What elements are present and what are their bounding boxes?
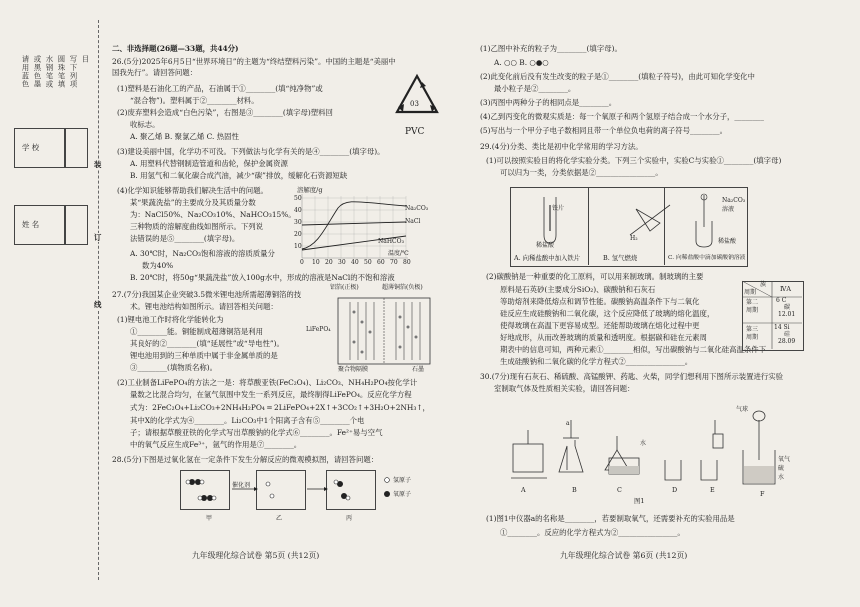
apparatus-label: 水 — [778, 474, 785, 481]
q-line: 29.(4分)分类、类比是初中化学常用的学习方法。 — [480, 142, 643, 151]
q-line: 27.(7分)我国某企业突破3.5微米锂电池所需超薄铜箔的技 — [112, 290, 302, 299]
q-line: 可以归为一类，分类依据是②________________。 — [500, 168, 663, 177]
q-line: 式为：2FeC₂O₄+Li₂CO₃+2NH₄H₂PO₄ ═ 2LiFePO₄+2X↑+3CO₂↑+3H₂O+2NH₃↑， — [130, 403, 430, 412]
school-label: 学 校 — [22, 143, 40, 152]
q-line: 国我先行”。请回答问题： — [112, 68, 198, 77]
model-name: 乙 — [276, 515, 283, 522]
q-line: 室制取气体及性质相关实验，请回答问题： — [494, 384, 635, 393]
q-line: A. 用塑料代替钢制造管道和齿轮，保护金属资源 — [130, 159, 288, 168]
exp-caption: C. 向稀盐酸中滴加碳酸钠溶液 — [668, 255, 746, 261]
recycle-number: 03 — [410, 100, 419, 108]
q-line: (2)碳酸钠是一种重要的化工原料，可以用来制玻璃。制玻璃的主要 — [486, 272, 704, 281]
apparatus-label: F — [760, 490, 765, 498]
sol-xlabel: 温度/℃ — [388, 250, 409, 257]
series-label: NaHCO₃ — [378, 238, 404, 245]
y-tick: 50 — [294, 195, 302, 202]
notice-col: 目 — [81, 55, 90, 64]
y-tick: 20 — [294, 231, 302, 238]
q-line: 为：NaCl50%、Na₂CO₃10%、NaHCO₃15%。 — [130, 210, 296, 219]
series-label: NaCl — [405, 218, 421, 225]
q-line: (3)丙图中两种分子的相同点是________。 — [480, 98, 617, 107]
q-line: 法错误的是⑤________(填字母)。 — [130, 234, 240, 243]
y-tick: 30 — [294, 219, 302, 226]
pt-row2: 周期 — [746, 334, 759, 341]
q-line: 子；请根据草酸亚铁的化学式写出草酸钠的化学式⑥________。Fe²⁺易与空气 — [130, 428, 383, 437]
q-line: 术。锂电池结构如图所示。请回答相关问题： — [130, 302, 278, 311]
q-line: 生成硅酸钠和二氧化碳的化学方程式②________________。 — [500, 357, 693, 366]
name-label: 姓 名 — [22, 220, 40, 229]
sol-ylabel: 溶解度/g — [297, 186, 323, 194]
apparatus-label: A — [521, 486, 526, 494]
q-line: 数为40% — [142, 261, 174, 270]
molecule-models — [180, 470, 380, 510]
q-line: ①________能。铜能制成超薄铜箔是利用 — [130, 327, 264, 336]
lab-apparatus — [505, 400, 795, 500]
pt-row1: 第二 — [746, 299, 759, 306]
q-line: 其中X的化学式为④________。Li₂CO₃中1个阳离子含有⑤________个电 — [130, 416, 365, 425]
q-line: 26.(5分)2025年6月5日“世界环境日”的主题为“终结塑料污染”。中国的主题是“美丽中 — [112, 57, 396, 66]
x-tick: 70 — [390, 259, 398, 266]
exp-label: H₂ — [630, 235, 638, 242]
pt-head: 族 — [760, 281, 767, 288]
q-line: (1)可以按照实验目的将化学实验分类。下列三个实验中，实验C与实验①________(填字母) — [486, 156, 782, 165]
battery-label: 铝箔(正极) — [330, 284, 359, 291]
apparatus-label: 水 — [640, 440, 647, 447]
bind-mark: 装 — [94, 160, 102, 169]
notice-col: 圆珠笔填 — [57, 55, 66, 89]
q-line: 某“果蔬洗盐”的主要成分及其质量分数 — [130, 198, 256, 207]
bind-mark: 订 — [94, 233, 102, 242]
solubility-chart — [288, 186, 421, 281]
model-name: 甲 — [206, 515, 213, 522]
pt-row2: 硅 — [784, 331, 791, 338]
apparatus-label: C — [617, 486, 622, 494]
section-title: 二、非选择题(26题—33题，共44分) — [112, 44, 239, 53]
exp-label: 稀盐酸 — [536, 242, 555, 249]
legend-o: 氧原子 — [393, 491, 412, 498]
battery-label: 石墨 — [412, 366, 425, 373]
figure-caption: 图1 — [634, 497, 645, 505]
apparatus-label: 硫 — [778, 465, 785, 472]
q-line: (5)写出与一个甲分子电子数相同且带一个单位负电荷的离子符号________。 — [480, 126, 727, 135]
q-line: ③________(填物质名称)。 — [130, 363, 218, 372]
name-field[interactable] — [64, 205, 88, 245]
pt-row2: 第三 — [746, 326, 759, 333]
q-line: (2)废弃塑料会造成“白色污染”，右图是③________(填字母)塑料回 — [117, 108, 333, 117]
series-label: Na₂CO₃ — [405, 205, 429, 212]
apparatus-label: E — [710, 486, 715, 494]
q-line: (2)此变化前后没有发生改变的粒子是①________(填粒子符号)，由此可知化学变化中 — [480, 72, 755, 81]
pt-row1: 6 C — [776, 297, 787, 304]
model-name: 丙 — [346, 515, 353, 522]
pt-row1: 碳 — [784, 304, 791, 311]
battery-label: LiFePO₄ — [306, 326, 331, 333]
pt-row1: 12.01 — [778, 311, 796, 318]
q-line: (4)化学知识能够帮助我们解决生活中的问题。 — [117, 186, 268, 195]
arrow-label: 催化剂 — [232, 482, 251, 489]
q-line: 使得玻璃在高温下更容易成型。还能帮助玻璃在熔化过程中更 — [500, 321, 700, 330]
pt-row2: 14 Si — [774, 324, 790, 331]
q-line: B. 20℃时，将50g“果蔬洗盐”放入100g水中，形成的溶液是NaCl的不饱和溶液 — [130, 273, 395, 282]
q-line: 锂电池用到的三种单质中属于非金属单质的是 — [130, 351, 278, 360]
q-line: 28.(5分)下图是过氧化氢在一定条件下发生分解反应的微观模拟图，请回答问题： — [112, 455, 379, 464]
apparatus-label: a — [566, 420, 570, 427]
q-line: “混合物”)。塑料属于②________材料。 — [130, 96, 259, 105]
battery-label: 超薄铜箔(负极) — [382, 284, 423, 291]
q-line: (1)乙图中补充的粒子为________(填字母)。 — [480, 44, 622, 53]
apparatus-label: 气球 — [736, 406, 749, 413]
q-line: 好地成形，从而改善玻璃的质量和透明度。根据碳和硅在元素周 — [500, 333, 707, 342]
school-field[interactable] — [64, 128, 88, 168]
pt-head: ⅣA — [780, 285, 791, 293]
notice-col: 水钢笔或 — [45, 55, 54, 89]
notice-col: 或黑色墨 — [33, 55, 42, 89]
q-line: 收标志。 — [130, 120, 160, 129]
footer-left: 九年级理化综合试卷 第5页 (共12页) — [192, 551, 320, 560]
apparatus-label: 氧气 — [778, 456, 791, 463]
notice-col: 写下列项 — [69, 55, 78, 89]
battery-diagram — [330, 292, 438, 372]
q-line: A. 30℃时，Na₂CO₃饱和溶液的溶质质量分 — [130, 249, 275, 258]
exp-label: 铁片 — [552, 205, 565, 212]
pt-head: 周期 — [744, 289, 757, 296]
apparatus-label: B — [572, 486, 577, 494]
q-line: ①________。反应的化学方程式为②________________。 — [500, 528, 685, 537]
pt-row2: 28.09 — [778, 338, 796, 345]
y-tick: 10 — [294, 243, 302, 250]
q-line: (3)建设美丽中国，化学功不可没。下列做法与化学有关的是④________(填字母)。 — [117, 147, 385, 156]
exp-label: Na₂CO₃ — [722, 197, 746, 204]
q-line: (1)塑料是石油化工的产品，石油属于①________(填“纯净物”或 — [117, 84, 323, 93]
q-line: 量数之比混合均匀，在氩气氛围中发生一系列反应，最终制得LiFePO₄。反应化学方程 — [130, 390, 412, 399]
recycle-code: PVC — [405, 127, 425, 137]
x-tick: 10 — [312, 259, 320, 266]
battery-label: 聚合物隔膜 — [338, 366, 369, 373]
x-tick: 40 — [351, 259, 359, 266]
x-tick: 80 — [403, 259, 411, 266]
pt-row1: 周期 — [746, 307, 759, 314]
legend-h: 氢原子 — [393, 477, 412, 484]
x-tick: 0 — [300, 259, 304, 266]
x-tick: 60 — [377, 259, 385, 266]
q-line: (4)乙到丙变化的微观实质是：每一个氧原子和两个氢原子结合成一个水分子，________ — [480, 112, 764, 121]
q-line: 30.(7分)现有石灰石、稀硫酸、高锰酸钾、药匙、火柴，同学们想利用下图所示装置进行实验 — [480, 372, 784, 381]
legend-atoms — [383, 476, 393, 502]
x-tick: 30 — [338, 259, 346, 266]
q-line: A. ○○ B. ○●○ — [494, 58, 549, 67]
apparatus-label: D — [672, 486, 678, 494]
q-line: 等助熔剂来降低熔点和调节性能。碳酸钠高温条件下与二氧化 — [500, 297, 700, 306]
bind-mark: 线 — [94, 300, 102, 309]
q-line: (1)图1中仪器a的名称是________，若要制取氧气，还需要补充的实验用品是 — [486, 514, 735, 523]
footer-right: 九年级理化综合试卷 第6页 (共12页) — [560, 551, 688, 560]
q-line: 三种物质的溶解度曲线如图所示。下列说 — [130, 222, 264, 231]
exp-label: 溶液 — [722, 206, 735, 213]
x-tick: 20 — [325, 259, 333, 266]
q-line: 期表中的信息可知，两种元素①________相似，写出碳酸钠与二氧化硅高温条件下 — [500, 345, 767, 354]
q-line: B. 用氢气和二氧化碳合成汽油，减少“碳”排放，缓解化石资源短缺 — [130, 171, 348, 180]
q-line: 原料是石英砂(主要成分SiO₂)、碳酸钠和石灰石 — [500, 285, 656, 294]
q-line: (2)工业制备LiFePO₄的方法之一是：将草酸亚铁(FeC₂O₄)、Li₂CO₃、NH₄H₂PO₄按化学计 — [117, 378, 418, 387]
q-line: A. 聚乙烯 B. 聚氯乙烯 C. 热固性 — [130, 132, 239, 141]
y-tick: 40 — [294, 207, 302, 214]
q-line: 最小粒子是②________。 — [494, 84, 576, 93]
q-line: 其良好的②________(填“延展性”或“导电性”)。 — [130, 339, 284, 348]
exp-caption: A. 向稀盐酸中加入铁片 — [514, 254, 581, 262]
exp-caption: B. 氢气燃烧 — [603, 254, 638, 262]
x-tick: 50 — [364, 259, 372, 266]
exp-label: 稀盐酸 — [718, 238, 737, 245]
notice-col: 请用蓝色 — [21, 55, 30, 89]
q-line: (1)锂电池工作时将化学能转化为 — [117, 315, 224, 324]
q-line: 中的氧气反应生成Fe³⁺，氩气的作用是⑦________。 — [130, 440, 302, 449]
q-line: 硅反应生成硅酸钠和二氧化碳，这个反应降低了玻璃的熔化温度， — [500, 309, 715, 318]
